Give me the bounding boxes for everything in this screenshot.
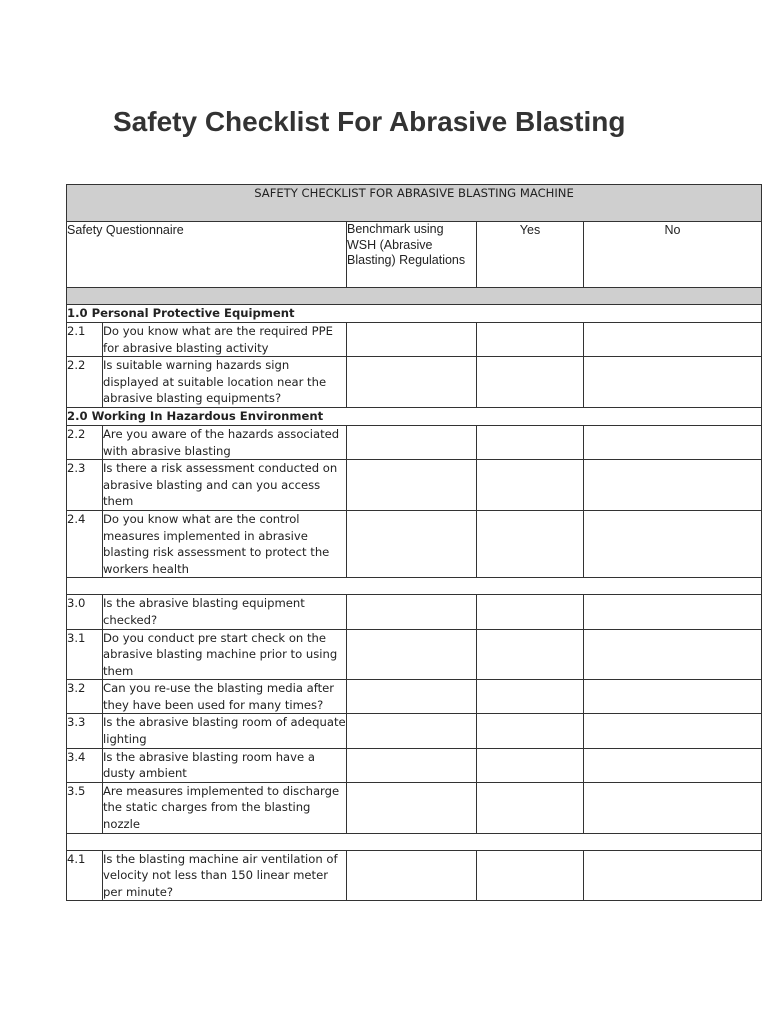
benchmark-cell[interactable] <box>347 460 477 511</box>
header-yes: Yes <box>477 222 584 288</box>
row-question: Are you aware of the hazards associated with abrasive blasting <box>103 425 347 459</box>
blank-row <box>67 833 762 850</box>
benchmark-cell[interactable] <box>347 629 477 680</box>
benchmark-cell[interactable] <box>347 680 477 714</box>
row-number: 2.3 <box>67 460 103 511</box>
row-number: 3.3 <box>67 714 103 748</box>
row-number: 3.1 <box>67 629 103 680</box>
benchmark-cell[interactable] <box>347 714 477 748</box>
table-row <box>67 510 762 577</box>
table-row <box>67 629 762 680</box>
row-number: 2.4 <box>67 510 103 577</box>
benchmark-cell[interactable] <box>347 425 477 459</box>
table-caption: SAFETY CHECKLIST FOR ABRASIVE BLASTING MACHINE <box>67 185 762 222</box>
benchmark-cell[interactable] <box>347 510 477 577</box>
table-row <box>67 782 762 833</box>
no-cell[interactable] <box>584 680 762 714</box>
table-row <box>67 425 762 459</box>
row-number: 2.2 <box>67 357 103 408</box>
no-cell[interactable] <box>584 357 762 408</box>
yes-cell[interactable] <box>477 629 584 680</box>
no-cell[interactable] <box>584 595 762 629</box>
no-cell[interactable] <box>584 748 762 782</box>
header-no: No <box>584 222 762 288</box>
row-question: Is the abrasive blasting room of adequate lighting <box>103 714 347 748</box>
table-row <box>67 323 762 357</box>
no-cell[interactable] <box>584 629 762 680</box>
row-question: Is the abrasive blasting equipment checked? <box>103 595 347 629</box>
no-cell[interactable] <box>584 850 762 901</box>
yes-cell[interactable] <box>477 782 584 833</box>
no-cell[interactable] <box>584 782 762 833</box>
no-cell[interactable] <box>584 425 762 459</box>
blank-row <box>67 578 762 595</box>
benchmark-cell[interactable] <box>347 782 477 833</box>
yes-cell[interactable] <box>477 850 584 901</box>
row-number: 2.2 <box>67 425 103 459</box>
separator-row <box>67 288 762 305</box>
safety-checklist-table <box>66 184 762 901</box>
no-cell[interactable] <box>584 460 762 511</box>
benchmark-cell[interactable] <box>347 323 477 357</box>
row-question: Is there a risk assessment conducted on abrasive blasting and can you access them <box>103 460 347 511</box>
yes-cell[interactable] <box>477 510 584 577</box>
row-question: Is the abrasive blasting room have a dusty ambient <box>103 748 347 782</box>
row-question: Do you know what are the required PPE for abrasive blasting activity <box>103 323 347 357</box>
yes-cell[interactable] <box>477 425 584 459</box>
benchmark-cell[interactable] <box>347 357 477 408</box>
row-question: Is the blasting machine air ventilation of velocity not less than 150 linear meter per minute? <box>103 850 347 901</box>
benchmark-cell[interactable] <box>347 595 477 629</box>
yes-cell[interactable] <box>477 357 584 408</box>
table-title-row <box>67 185 762 222</box>
row-question: Are measures implemented to discharge the static charges from the blasting nozzle <box>103 782 347 833</box>
section-title: 1.0 Personal Protective Equipment <box>67 305 762 323</box>
table-header-row <box>67 222 762 288</box>
table-row <box>67 680 762 714</box>
row-number: 3.2 <box>67 680 103 714</box>
row-number: 3.0 <box>67 595 103 629</box>
benchmark-cell[interactable] <box>347 748 477 782</box>
table-row <box>67 460 762 511</box>
section-title: 2.0 Working In Hazardous Environment <box>67 407 762 425</box>
yes-cell[interactable] <box>477 323 584 357</box>
table-row <box>67 714 762 748</box>
yes-cell[interactable] <box>477 595 584 629</box>
row-number: 4.1 <box>67 850 103 901</box>
benchmark-cell[interactable] <box>347 850 477 901</box>
row-number: 3.4 <box>67 748 103 782</box>
header-benchmark: Benchmark using WSH (Abrasive Blasting) Regulations <box>347 222 477 288</box>
section-row <box>67 305 762 323</box>
table-row <box>67 850 762 901</box>
table-row <box>67 595 762 629</box>
yes-cell[interactable] <box>477 748 584 782</box>
row-question: Do you conduct pre start check on the abrasive blasting machine prior to using them <box>103 629 347 680</box>
row-question: Can you re-use the blasting media after they have been used for many times? <box>103 680 347 714</box>
row-question: Is suitable warning hazards sign displayed at suitable location near the abrasive blasting equipments? <box>103 357 347 408</box>
yes-cell[interactable] <box>477 460 584 511</box>
no-cell[interactable] <box>584 714 762 748</box>
row-question: Do you know what are the control measures implemented in abrasive blasting risk assessment to protect the workers health <box>103 510 347 577</box>
section-row <box>67 407 762 425</box>
yes-cell[interactable] <box>477 680 584 714</box>
no-cell[interactable] <box>584 323 762 357</box>
no-cell[interactable] <box>584 510 762 577</box>
table-row <box>67 748 762 782</box>
document-title: Safety Checklist For Abrasive Blasting <box>113 106 626 137</box>
row-number: 2.1 <box>67 323 103 357</box>
yes-cell[interactable] <box>477 714 584 748</box>
row-number: 3.5 <box>67 782 103 833</box>
header-questionnaire: Safety Questionnaire <box>67 222 347 288</box>
table-row <box>67 357 762 408</box>
